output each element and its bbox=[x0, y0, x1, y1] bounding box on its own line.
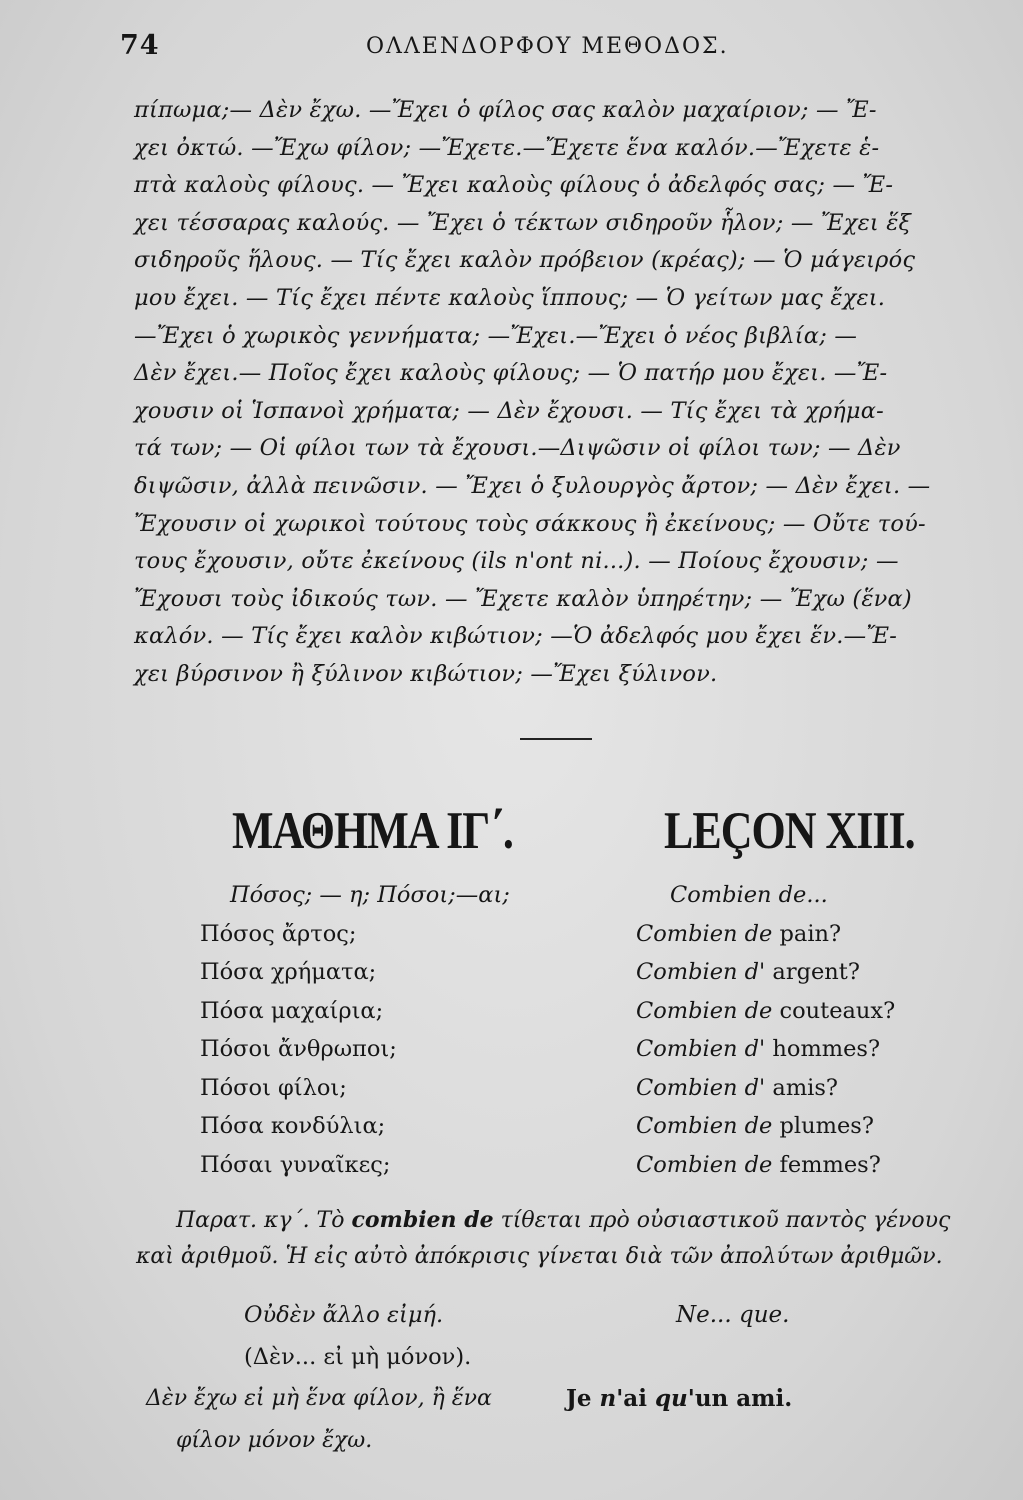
vocab-french-noun: argent? bbox=[765, 959, 860, 985]
page-header bbox=[120, 30, 920, 66]
vocab-french-noun: pain? bbox=[772, 920, 842, 947]
note-text-post: τίθεται πρὸ οὐσιαστικοῦ παντὸς γένους bbox=[493, 1208, 951, 1233]
exercise-line: πτὰ καλοὺς φίλους. — Ἔχει καλοὺς φίλους ὁ ἀδελφός σας; — Ἔ- bbox=[134, 172, 894, 199]
example-greek-line: φίλον μόνον ἔχω. bbox=[176, 1428, 373, 1453]
phrase-greek-line: Οὐδὲν ἄλλο εἰμή. bbox=[244, 1302, 444, 1328]
example-french bbox=[566, 1378, 792, 1420]
vocab-french-noun: amis? bbox=[765, 1074, 838, 1101]
vocab-french-item bbox=[636, 876, 1016, 915]
vocab-greek-item: Πόσαι γυναῖκες; bbox=[200, 1151, 391, 1178]
vocab-french-item bbox=[636, 1069, 1016, 1108]
exercise-line: χει τέσσαρας καλούς. — Ἔχει ὁ τέκτων σιδηροῦν ἧλον; — Ἔχει ἕξ bbox=[134, 209, 912, 236]
exercise-line: τά των; — Οἱ φίλοι των τὰ ἔχουσι.—Διψῶσιν οἱ φίλοι των; — Δὲν bbox=[134, 435, 901, 462]
vocab-french-lead: Combien d' bbox=[636, 1036, 766, 1062]
vocab-french-column bbox=[636, 876, 1016, 1184]
vocab-french-item bbox=[636, 915, 1016, 954]
example-french-part: Je bbox=[566, 1385, 600, 1412]
vocab-french-lead: Combien de bbox=[636, 1113, 773, 1139]
grammar-note-line bbox=[176, 1202, 1016, 1239]
vocab-french-noun: femmes? bbox=[772, 1151, 881, 1178]
section-rule bbox=[520, 738, 592, 740]
vocab-greek-item: Πόσα μαχαίρια; bbox=[200, 997, 384, 1024]
example-french-part: ai bbox=[623, 1385, 655, 1412]
example-greek bbox=[146, 1378, 566, 1462]
vocab-greek-item: Πόσοι φίλοι; bbox=[200, 1074, 347, 1101]
exercise-line: χουσιν οἱ Ἱσπανοὶ χρήματα; — Δὲν ἔχουσι. — Τίς ἔχει τὰ χρήμα- bbox=[134, 397, 884, 424]
vocab-french-item bbox=[636, 1146, 1016, 1185]
example-french-part: un ami. bbox=[694, 1385, 793, 1412]
running-head: ΟΛΛΕΝΔΟΡΦΟΥ ΜΕΘΟΔΟΣ. bbox=[366, 34, 729, 59]
vocab-french-noun: plumes? bbox=[772, 1113, 874, 1139]
vocab-greek-column bbox=[200, 876, 600, 1184]
vocab-french-lead: Combien de bbox=[636, 997, 773, 1024]
vocab-greek-item: Πόσα χρήματα; bbox=[200, 959, 377, 985]
vocab-french-lead: Combien d' bbox=[636, 1074, 766, 1101]
exercise-line: τους ἔχουσιν, οὔτε ἐκείνους (ils n'ont ni...). — Ποίους ἔχουσιν; — bbox=[134, 548, 899, 575]
exercise-line: Δὲν ἔχει.— Ποῖος ἔχει καλοὺς φίλους; — Ὁ πατήρ μου ἔχει. —Ἔ- bbox=[134, 360, 888, 387]
vocab-french-noun: couteaux? bbox=[772, 997, 896, 1024]
vocab-greek-item: Πόσα κονδύλια; bbox=[200, 1113, 386, 1139]
vocab-french-lead: Combien de bbox=[636, 920, 773, 947]
note-french-term: combien de bbox=[351, 1207, 494, 1233]
vocab-french-item bbox=[636, 1107, 1016, 1146]
exercise-line: καλόν. — Τίς ἔχει καλὸν κιβώτιον; —Ὁ ἀδελφός μου ἔχει ἕν.—Ἔ- bbox=[134, 623, 898, 650]
vocab-french-item bbox=[636, 1030, 1016, 1069]
exercise-line: διψῶσιν, ἀλλὰ πεινῶσιν. — Ἔχει ὁ ξυλουργὸς ἄρτον; — Δὲν ἔχει. — bbox=[134, 472, 931, 499]
example-french-part: n' bbox=[599, 1385, 624, 1412]
exercise-line: Ἔχουσιν οἱ χωρικοὶ τούτους τοὺς σάκκους ἢ ἐκείνους; — Οὔτε τού- bbox=[134, 510, 926, 537]
vocab-french-item bbox=[636, 953, 1016, 992]
vocab-greek-item: Πόσοι ἄνθρωποι; bbox=[200, 1036, 397, 1062]
exercise-line: σιδηροῦς ἥλους. — Τίς ἔχει καλὸν πρόβειον (κρέας); — Ὁ μάγειρός bbox=[134, 247, 916, 274]
grammar-note-line: καὶ ἀριθμοῦ. Ἡ εἰς αὐτὸ ἀπόκρισις γίνεται διὰ τῶν ἀπολύτων ἀριθμῶν. bbox=[136, 1244, 943, 1269]
phrase-greek-line: (Δὲν... εἰ μὴ μόνον). bbox=[244, 1344, 472, 1370]
exercise-line: πίπωμα;— Δὲν ἔχω. —Ἔχει ὁ φίλος σας καλὸν μαχαίριον; — Ἔ- bbox=[134, 97, 877, 123]
grammar-note bbox=[136, 1202, 1016, 1275]
exercise-line: μου ἔχει. — Τίς ἔχει πέντε καλοὺς ἵππους; — Ὁ γείτων μας ἔχει. bbox=[134, 284, 886, 311]
page-number: 74 bbox=[120, 30, 160, 61]
vocab-french-item bbox=[636, 992, 1016, 1031]
example-french-part: qu' bbox=[654, 1385, 695, 1412]
vocab-french-lead: Combien de bbox=[636, 1151, 773, 1178]
phrase-french: Ne... que. bbox=[676, 1302, 790, 1328]
vocab-french-lead: Combien d' bbox=[636, 959, 766, 985]
exercise-line: χει βύρσινον ἢ ξύλινον κιβώτιον; —Ἔχει ξύλινον. bbox=[134, 660, 718, 687]
exercise-line: —Ἔχει ὁ χωρικὸς γεννήματα; —Ἔχει.—Ἔχει ὁ νέος βιβλία; — bbox=[134, 322, 858, 349]
exercise-text bbox=[134, 92, 994, 694]
note-text-pre: Τὸ bbox=[309, 1208, 352, 1233]
lesson-title-french: LEÇON XIII. bbox=[664, 801, 915, 860]
vocab-greek-item: Πόσος; — η; Πόσοι;—αι; bbox=[230, 882, 510, 908]
lesson-title-greek: ΜΑΘΗΜΑ ΙΓ΄. bbox=[232, 801, 513, 860]
vocab-greek-item: Πόσος ἄρτος; bbox=[200, 920, 357, 947]
phrase-greek bbox=[244, 1294, 604, 1378]
note-label: Παρατ. κγ΄. bbox=[176, 1208, 310, 1233]
vocab-french-lead: Combien de... bbox=[670, 882, 828, 908]
example-greek-line: Δὲν ἔχω εἰ μὴ ἕνα φίλον, ἢ ἕνα bbox=[146, 1386, 492, 1411]
vocab-french-noun: hommes? bbox=[765, 1036, 881, 1062]
exercise-line: Ἔχουσι τοὺς ἰδικούς των. — Ἔχετε καλὸν ὑπηρέτην; — Ἔχω (ἕνα) bbox=[134, 585, 912, 612]
exercise-line: χει ὀκτώ. —Ἔχω φίλον; —Ἔχετε.—Ἔχετε ἕνα καλόν.—Ἔχετε ἑ- bbox=[134, 134, 880, 161]
